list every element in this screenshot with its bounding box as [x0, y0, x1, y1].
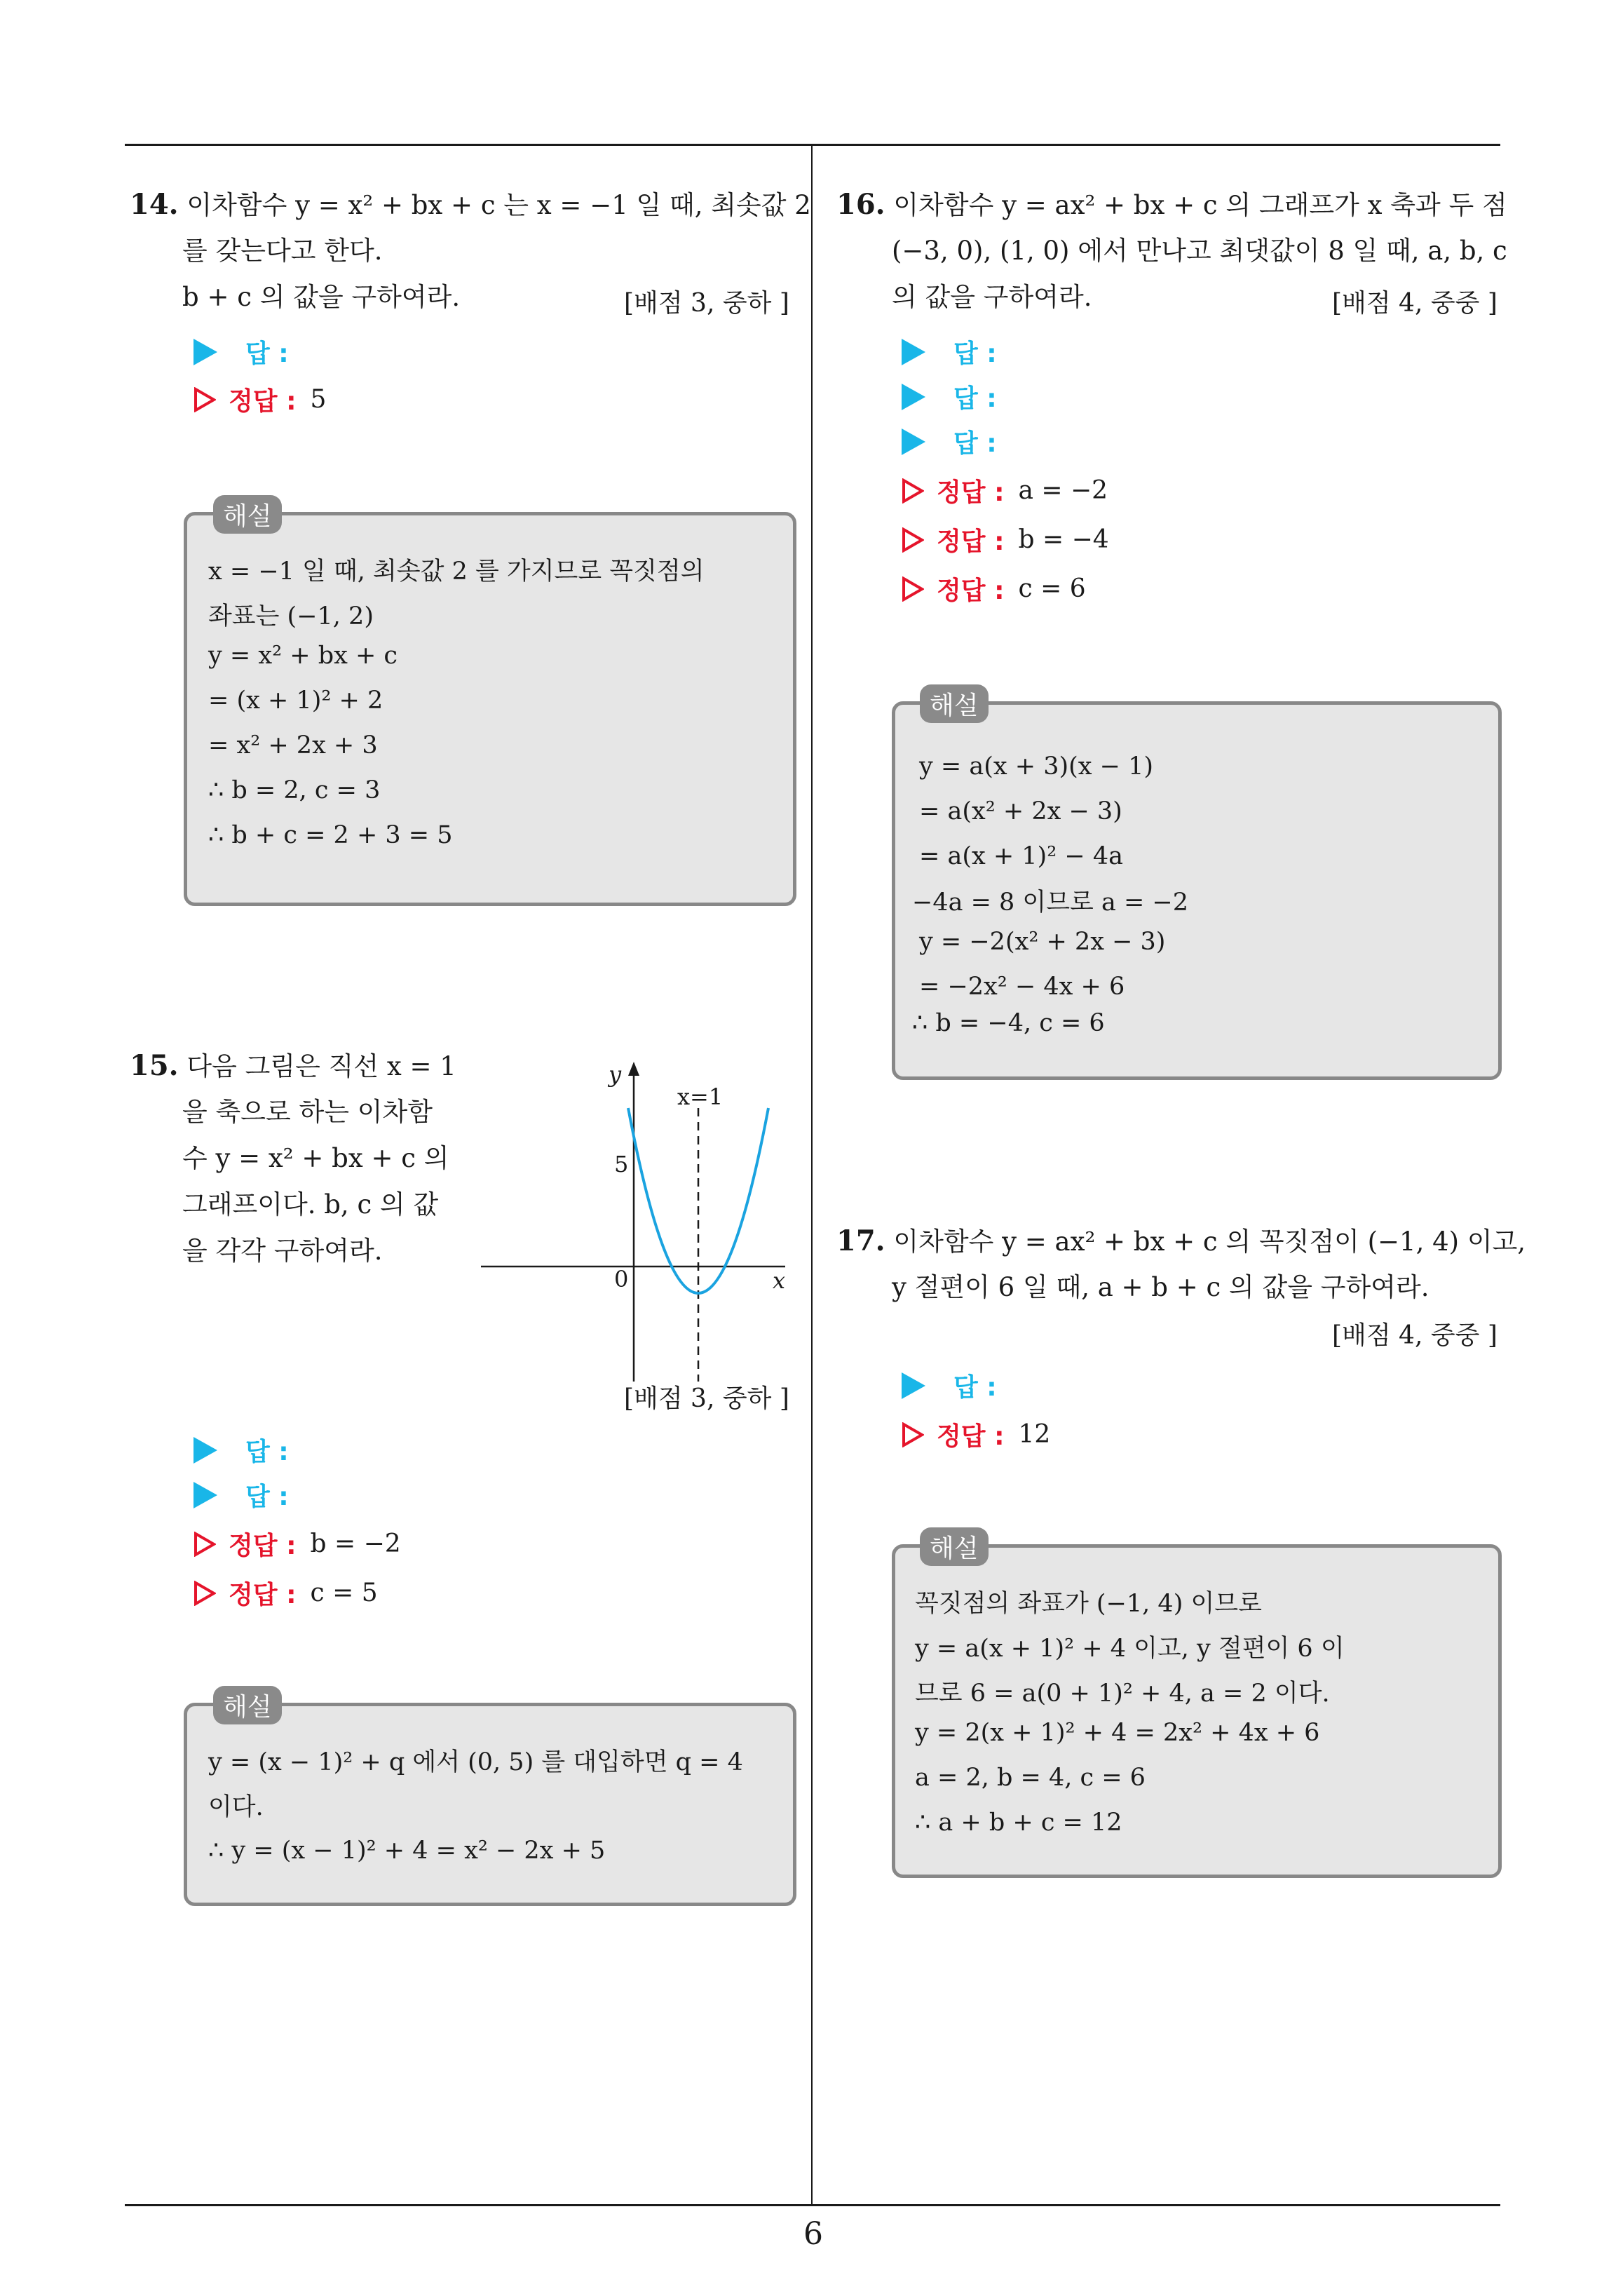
correct-answer: 정답 : c = 6	[902, 571, 1086, 607]
question-text: b + c 의 값을 구하여라.	[182, 282, 461, 312]
correct-answer: 정답 : 5	[193, 381, 326, 417]
y-axis-arrow-icon	[628, 1062, 639, 1076]
graph-axis-label: x=1	[677, 1083, 724, 1110]
question-text: 그래프이다. b, c 의 값	[182, 1189, 439, 1220]
play-outline-icon	[193, 387, 216, 412]
correct-answer: 정답 : 12	[902, 1417, 1050, 1452]
play-outline-icon	[902, 527, 924, 553]
answer-field[interactable]: 답 :	[193, 1432, 289, 1468]
play-outline-icon	[902, 478, 924, 504]
question-text: 이차함수 y = ax² + bx + c 의 꼭짓점이 (−1, 4) 이고,	[893, 1227, 1526, 1257]
play-outline-icon	[193, 1581, 216, 1606]
explanation-box: 꼭짓점의 좌표가 (−1, 4) 이므로 y = a(x + 1)² + 4 이고, y 절편이 6 이 므로 6 = a(0 + 1)² + 4, a = 2 이다. y = 2(x + 1)² + 4 = 2x² + 4x + 6 a = 2, b = 4, c = 6 ∴ a + b + c = 12	[892, 1544, 1502, 1878]
answer-field[interactable]: 답 :	[902, 334, 997, 370]
graph-y-tick: 5	[614, 1151, 629, 1177]
column-divider	[811, 144, 813, 2206]
question-text: 수 y = x² + bx + c 의	[182, 1143, 449, 1173]
play-icon	[193, 1437, 217, 1464]
play-icon	[902, 384, 925, 410]
correct-answer: 정답 : b = −4	[902, 522, 1109, 558]
question-text: 를 갖는다고 한다.	[182, 236, 383, 266]
score-label: [배점 4, 중중 ]	[1332, 1321, 1498, 1350]
question-text: 이차함수 y = ax² + bx + c 의 그래프가 x 축과 두 점	[893, 190, 1507, 220]
page-number: 6	[803, 2216, 823, 2252]
play-outline-icon	[193, 1532, 216, 1557]
answer-field[interactable]: 답 :	[902, 379, 997, 414]
explanation-box: x = −1 일 때, 최솟값 2 를 가지므로 꼭짓점의 좌표는 (−1, 2) y = x² + bx + c = (x + 1)² + 2 = x² + 2x + 3 ∴ b = 2, c = 3 ∴ b + c = 2 + 3 = 5	[184, 512, 796, 906]
question-text: 이차함수 y = x² + bx + c 는 x = −1 일 때, 최솟값 2	[186, 190, 811, 220]
answer-field[interactable]: 답 :	[902, 1368, 997, 1403]
play-outline-icon	[902, 576, 924, 602]
question-number: 15.	[130, 1049, 179, 1082]
answer-field[interactable]: 답 :	[902, 424, 997, 459]
correct-answer: 정답 : b = −2	[193, 1526, 401, 1562]
explanation-box: y = a(x + 3)(x − 1) = a(x² + 2x − 3) = a(x + 1)² − 4a −4a = 8 이므로 a = −2 y = −2(x² + 2x − 3) = −2x² − 4x + 6 ∴ b = −4, c = 6	[892, 701, 1502, 1080]
score-label: [배점 3, 중하 ]	[624, 289, 789, 318]
answer-field[interactable]: 답 :	[193, 1477, 289, 1513]
score-label: [배점 3, 중하 ]	[624, 1384, 789, 1413]
explanation-tag: 해설	[920, 684, 989, 723]
question-number: 14.	[130, 188, 179, 221]
question-text: 을 축으로 하는 이차함	[182, 1097, 433, 1127]
question-number: 17.	[836, 1224, 885, 1257]
bottom-rule	[125, 2204, 1500, 2206]
question-text: 을 각각 구하여라.	[182, 1236, 383, 1266]
explanation-tag: 해설	[213, 1686, 282, 1724]
graph-x-label: x	[773, 1267, 786, 1294]
top-rule	[125, 144, 1500, 146]
correct-answer: 정답 : c = 5	[193, 1575, 378, 1611]
play-outline-icon	[902, 1422, 924, 1447]
graph-y-label: y	[609, 1061, 622, 1088]
play-icon	[902, 428, 925, 455]
explanation-box: y = (x − 1)² + q 에서 (0, 5) 를 대입하면 q = 4 이다. ∴ y = (x − 1)² + 4 = x² − 2x + 5	[184, 1703, 796, 1906]
question-text: y 절편이 6 일 때, a + b + c 의 값을 구하여라.	[892, 1272, 1430, 1302]
play-icon	[193, 339, 217, 365]
score-label: [배점 4, 중중 ]	[1332, 289, 1498, 318]
play-icon	[902, 339, 925, 365]
play-icon	[193, 1482, 217, 1508]
explanation-tag: 해설	[213, 495, 282, 534]
graph-origin: 0	[614, 1266, 629, 1292]
answer-field[interactable]: 답 :	[193, 334, 289, 370]
question-text: (−3, 0), (1, 0) 에서 만나고 최댓값이 8 일 때, a, b, c	[892, 236, 1507, 266]
question-text: 의 값을 구하여라.	[892, 282, 1092, 312]
correct-answer: 정답 : a = −2	[902, 473, 1108, 508]
play-icon	[902, 1372, 925, 1399]
parabola-graph	[477, 1052, 799, 1389]
question-number: 16.	[836, 188, 885, 221]
question-text: 다음 그림은 직선 x = 1	[186, 1051, 456, 1081]
explanation-tag: 해설	[920, 1527, 989, 1566]
